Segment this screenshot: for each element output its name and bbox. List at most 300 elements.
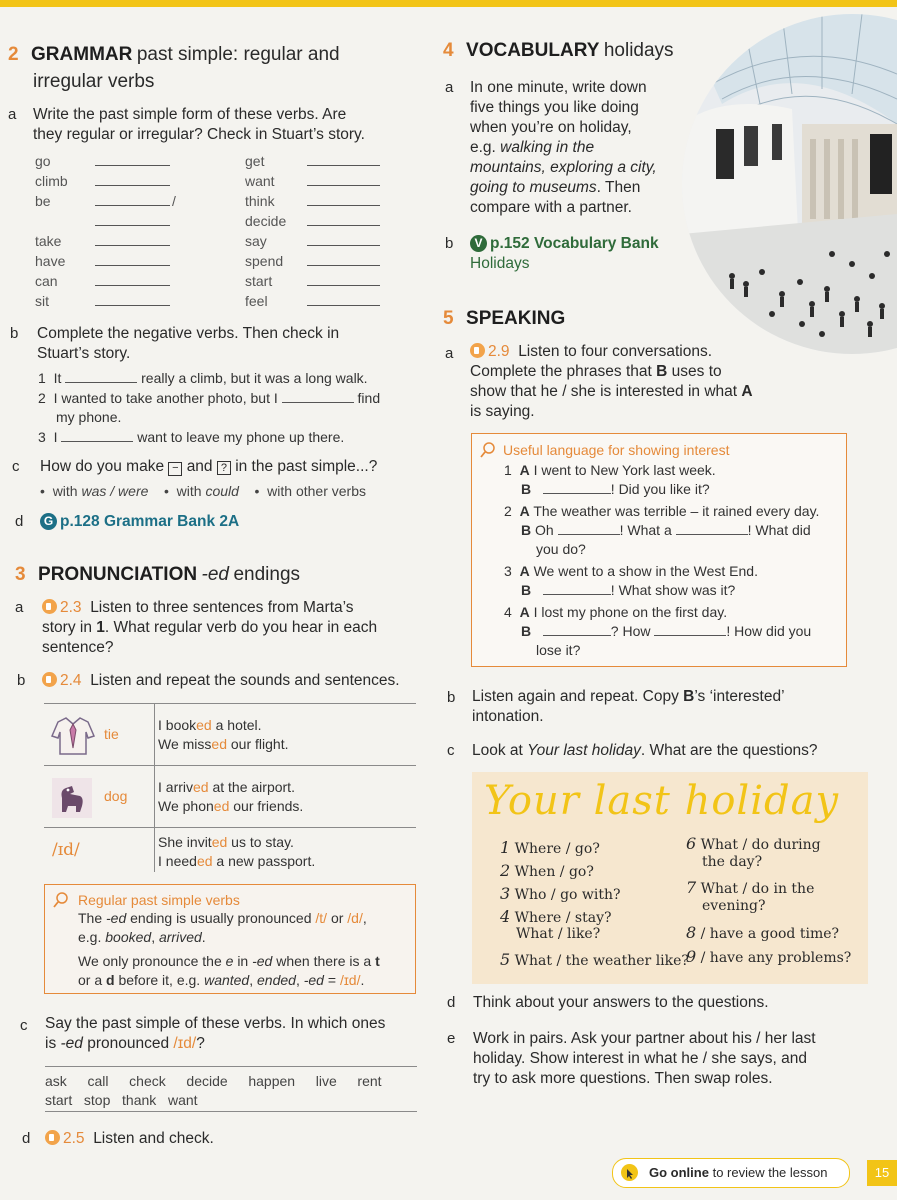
minus-box-icon: − [168, 462, 182, 476]
question-text: / have a good time? [700, 926, 840, 942]
instruction-text: . What regular verb do you hear in each [104, 619, 378, 636]
dialogue-text: Oh [535, 522, 554, 538]
vocabulary-bank-link[interactable] [470, 234, 690, 274]
ending-highlight: ed [196, 717, 212, 733]
exercise-5d-instruction: Think about your answers to the questions. [473, 994, 769, 1011]
exercise-letter: b [447, 689, 456, 706]
section-subtitle: holidays [603, 40, 674, 61]
sound-phoneme: /ɪd/ [52, 840, 80, 860]
section-title: GRAMMAR [31, 44, 133, 65]
question-text: What / do during [700, 837, 821, 853]
verb-word: call [87, 1073, 109, 1089]
instruction-text: e.g. [470, 139, 496, 156]
dialogue-text: I went to New York last week. [533, 462, 716, 478]
grammar-bank-link[interactable] [40, 512, 239, 532]
exercise-letter: d [447, 994, 456, 1011]
box-text-part: /d/ [347, 910, 363, 926]
instruction-text: B [656, 363, 668, 380]
verb-row [35, 152, 235, 172]
instruction-text: try to ask more questions. Then swap roles. [473, 1070, 773, 1087]
sound-row-dog [44, 766, 416, 828]
box-text-part: in [237, 953, 249, 969]
dialogue-3 [504, 562, 839, 600]
box-text-part: = [327, 972, 337, 988]
exercise-3d-instruction [45, 1129, 214, 1149]
instruction-text: Listen to three sentences from Marta’s [90, 599, 354, 616]
sound-cell [44, 704, 155, 765]
answer-blank[interactable] [95, 305, 170, 306]
ending-highlight: ed [211, 736, 227, 752]
item-number: 3 [504, 563, 512, 579]
instruction-line: Write the past simple form of these verbs. Are [33, 106, 347, 123]
box-text-part: or a [78, 972, 103, 988]
box-text-part: wanted [204, 972, 250, 988]
verb-row [35, 212, 235, 232]
verb-row [35, 272, 235, 292]
instruction-text: intonation. [472, 708, 544, 725]
instruction-text: going to museums [470, 179, 597, 196]
sentence-text: I [53, 429, 58, 445]
box-text-part: The [78, 910, 103, 926]
instruction-text: B [683, 688, 695, 705]
answer-blank[interactable] [307, 225, 380, 226]
exercise-letter: b [17, 672, 26, 689]
question-number: 7 [686, 878, 697, 897]
dog-icon [50, 776, 94, 820]
dialogue-text: lose it? [536, 642, 581, 658]
section-grammar [8, 42, 428, 95]
your-last-holiday-card [472, 772, 868, 984]
magnifier-icon [480, 442, 496, 458]
verb: have [35, 253, 66, 269]
sentence-text: my phone. [56, 409, 122, 425]
box-text-part: . [360, 972, 365, 988]
verb-word: stop [83, 1092, 111, 1108]
answer-blank[interactable] [95, 165, 170, 166]
sentence-2 [38, 389, 418, 408]
audio-track[interactable]: 2.9 [488, 343, 510, 360]
answer-blank[interactable] [558, 534, 620, 535]
sound-word: tie [104, 726, 119, 742]
verb: spend [245, 253, 284, 269]
option-text: with other verbs [267, 483, 366, 499]
museum-photo [682, 14, 897, 356]
go-online-button[interactable] [612, 1158, 850, 1188]
question-text: What / the weather like? [514, 953, 689, 969]
instruction-text: Listen and repeat the sounds and sentences. [90, 672, 400, 689]
instruction-text: Work in pairs. Ask your partner about his / her last [473, 1030, 816, 1047]
sentence-text: I wanted to take another photo, but I [53, 390, 278, 406]
section-subtitle: past simple: regular and [136, 44, 340, 65]
dialogue-text: you do? [536, 541, 586, 557]
verb-row [245, 252, 395, 272]
example-sentences [158, 778, 303, 816]
instruction-text: /ɪd/ [173, 1035, 197, 1052]
question-item [686, 947, 866, 970]
box-text-part: or [330, 910, 344, 926]
box-title: Regular past simple verbs [78, 892, 240, 908]
instruction-text: ? [196, 1035, 205, 1052]
dialogue-text: I lost my phone on the first day. [533, 604, 728, 620]
instruction-text: Look at [472, 742, 523, 759]
dialogue-text: ! Did you like it? [610, 481, 710, 497]
sentence-text: a hotel. [211, 717, 262, 733]
box-text-part: , [249, 972, 254, 988]
question-text: Where / go? [514, 841, 600, 857]
exercise-5c-instruction [472, 741, 852, 761]
answer-blank[interactable] [676, 534, 748, 535]
verb-word: want [167, 1092, 198, 1108]
verb-word-box [45, 1066, 417, 1112]
vocabulary-bank-topic: Holidays [470, 255, 530, 272]
section-pronunciation [15, 562, 435, 589]
go-online-text: to review the lesson [712, 1165, 828, 1180]
card-title: Your last holiday [484, 778, 840, 824]
exercise-letter: a [8, 106, 17, 123]
word-line-2 [45, 1091, 198, 1110]
verb: think [245, 193, 275, 209]
question-text: What / like? [516, 926, 601, 942]
answer-blank[interactable] [543, 493, 611, 494]
sentence-text: our flight. [227, 736, 289, 752]
question-number: 3 [500, 884, 511, 903]
instruction-line: Stuart’s story. [37, 345, 131, 362]
dialogue-text: ? How [610, 623, 651, 639]
box-text [78, 909, 408, 990]
top-yellow-bar [0, 0, 897, 7]
ending-highlight: ed [196, 853, 213, 869]
instruction-text: Your last holiday [527, 742, 641, 759]
instruction-text: is [45, 1035, 57, 1052]
section-number: 3 [15, 564, 26, 585]
instruction-text: in the past simple...? [235, 458, 378, 475]
instruction-text: A [741, 383, 753, 400]
answer-blank[interactable] [95, 285, 170, 286]
verb: climb [35, 173, 68, 189]
answer-blank[interactable] [61, 441, 133, 442]
instruction-text: mountains, exploring a city, [470, 159, 657, 176]
grammar-bank-text: p.128 Grammar Bank 2A [60, 513, 240, 530]
answer-blank[interactable] [95, 185, 170, 186]
sounds-table [44, 703, 416, 872]
question-item [500, 907, 690, 926]
exercise-letter: d [15, 513, 24, 530]
verb-row [245, 232, 395, 252]
regular-past-simple-box [44, 884, 416, 994]
instruction-text: ’s ‘interested’ [694, 688, 785, 705]
box-text-part: /ɪd/ [339, 972, 361, 988]
answer-blank[interactable] [307, 305, 380, 306]
exercise-letter: c [12, 458, 20, 475]
instruction-line: Complete the negative verbs. Then check in [37, 325, 340, 342]
instruction-text: five things you like doing [470, 99, 639, 116]
box-text-part: when there is a [276, 953, 372, 969]
useful-language-box [471, 433, 847, 667]
verb-word: ask [45, 1073, 67, 1089]
sentence-text: find [357, 390, 381, 406]
section-speaking [443, 306, 565, 333]
sentence-text: I arriv [158, 779, 193, 795]
instruction-text: uses to [671, 363, 722, 380]
exercise-4a-instruction [470, 78, 685, 218]
example-sentences [158, 716, 288, 754]
instruction-text: Say the past simple of these verbs. In which ones [45, 1015, 386, 1032]
verb: can [35, 273, 58, 289]
instruction-text: pronounced [87, 1035, 170, 1052]
sound-cell [44, 766, 155, 827]
exercise-3c-instruction [45, 1014, 425, 1054]
answer-blank[interactable] [95, 245, 170, 246]
sentence-text: We phon [158, 798, 214, 814]
sentence-text: I need [158, 853, 197, 869]
exercise-letter: c [447, 742, 455, 759]
dialogue-1 [504, 461, 839, 499]
verb-word: happen [248, 1073, 296, 1089]
instruction-text: . What are the questions? [640, 742, 818, 759]
verb: get [245, 153, 265, 169]
sentence-text: It [53, 370, 62, 386]
sentence-3 [38, 428, 418, 448]
option-text: with [176, 483, 202, 499]
item-number: 1 [38, 370, 46, 386]
question-text: the day? [702, 854, 763, 870]
audio-icon[interactable] [45, 1130, 60, 1145]
bullet: • [40, 483, 45, 499]
verb-word: thank [122, 1092, 157, 1108]
answer-blank[interactable] [307, 285, 380, 286]
answer-blank[interactable] [307, 205, 380, 206]
sound-cell [44, 828, 155, 872]
bullet: • [163, 483, 169, 499]
speaker-label: A [519, 462, 530, 478]
questions-right [686, 834, 866, 970]
cursor-icon [621, 1164, 638, 1181]
answer-blank[interactable] [95, 225, 170, 226]
box-text-part: ended [257, 972, 296, 988]
item-number: 4 [504, 604, 512, 620]
verb-row [245, 172, 395, 192]
verb-row [35, 172, 235, 192]
verb-word: rent [357, 1073, 382, 1089]
exercise-3b-instruction [42, 671, 432, 691]
dialogue-text: ! What did [747, 522, 811, 538]
question-text: What / do in the [700, 881, 815, 897]
audio-track[interactable]: 2.4 [60, 672, 82, 689]
box-text-part: e [225, 953, 234, 969]
answer-blank[interactable] [543, 635, 611, 636]
section-subtitle-2: irregular verbs [33, 71, 155, 92]
answer-blank[interactable] [307, 185, 380, 186]
exercise-letter: b [10, 325, 19, 342]
magnifier-icon [53, 892, 69, 908]
box-text-part: arrived [158, 929, 202, 945]
audio-icon[interactable] [42, 599, 57, 614]
audio-icon[interactable] [470, 343, 485, 358]
example-sentences [158, 833, 315, 871]
instruction-text: Listen again and repeat. Copy [472, 688, 679, 705]
box-text-part: ending is usually pronounced [130, 910, 312, 926]
instruction-text: Listen and check. [93, 1130, 214, 1147]
questions-left [500, 838, 690, 973]
answer-blank[interactable] [95, 265, 170, 266]
option-text: was / were [81, 483, 149, 499]
instruction-text: In one minute, write down [470, 79, 647, 96]
answer-blank[interactable] [65, 382, 137, 383]
verb-row [245, 212, 395, 232]
verb-row [35, 292, 235, 312]
sound-row-tie [44, 704, 416, 766]
sound-row-id [44, 828, 416, 872]
question-number: 5 [500, 950, 511, 969]
pointer-glyph [621, 1165, 638, 1182]
dialogue-text: ! How did you [726, 623, 812, 639]
speaker-label: B [521, 522, 532, 538]
ending-highlight: ed [213, 798, 230, 814]
box-text-part: d [106, 972, 115, 988]
verb-row [245, 192, 395, 212]
exercise-letter: c [20, 1017, 28, 1034]
section-subtitle: -ed [201, 564, 229, 585]
exercise-5b-instruction [472, 687, 852, 727]
verb-row [35, 232, 235, 252]
speaker-label: B [521, 481, 532, 497]
option-text: with [52, 483, 78, 499]
exercise-letter: a [445, 345, 454, 362]
sentence-text: at the airport. [208, 779, 295, 795]
question-box-icon: ? [217, 461, 231, 475]
answer-blank[interactable] [307, 265, 380, 266]
instruction-line: they regular or irregular? Check in Stuart’s story. [33, 126, 365, 143]
sound-word: dog [104, 788, 128, 804]
exercise-letter: a [15, 599, 24, 616]
dialogue-text: The weather was terrible – it rained every day. [533, 503, 820, 519]
speaker-label: A [519, 563, 530, 579]
ending-highlight: ed [193, 779, 209, 795]
sentence-text: really a climb, but it was a long walk. [141, 370, 368, 386]
option-text: could [205, 483, 239, 499]
verb: feel [245, 293, 268, 309]
question-text: / have any problems? [700, 950, 852, 966]
instruction-text: story in [42, 619, 92, 636]
item-number: 1 [504, 462, 512, 478]
question-text: When / go? [514, 864, 594, 880]
instruction-text: Complete the phrases that [470, 363, 652, 380]
audio-icon[interactable] [42, 672, 57, 687]
question-text: Who / go with? [514, 887, 621, 903]
box-text-part: t [375, 953, 380, 969]
section-title: VOCABULARY [466, 40, 600, 61]
verb-row [245, 292, 395, 312]
question-text: evening? [702, 898, 766, 914]
dialogue-4 [504, 603, 844, 660]
dialogue-2 [504, 502, 844, 559]
box-title: Useful language for showing interest [503, 442, 730, 458]
item-number: 3 [38, 429, 46, 445]
slash: / [172, 193, 176, 209]
question-item [500, 884, 690, 907]
exercise-5a-instruction [470, 342, 800, 422]
box-text-part: -ed [252, 953, 273, 969]
instruction-text: show that he / she is interested in what [470, 383, 738, 400]
section-number: 4 [443, 40, 454, 61]
box-text-part: before it, e.g. [118, 972, 201, 988]
section-number: 5 [443, 308, 454, 329]
box-text-part: /t/ [315, 910, 328, 926]
bullet-options [40, 482, 430, 501]
sentence-text: I book [158, 717, 197, 733]
question-item [500, 838, 690, 861]
answer-blank[interactable] [543, 594, 611, 595]
box-text-part: -ed [303, 972, 324, 988]
verb-word: decide [186, 1073, 228, 1089]
audio-track[interactable]: 2.5 [63, 1130, 85, 1147]
answer-blank[interactable] [307, 165, 380, 166]
exercise-letter: a [445, 79, 454, 96]
answer-blank[interactable] [307, 245, 380, 246]
question-number: 2 [500, 861, 511, 880]
verb-column-right [245, 152, 395, 312]
item-number: 2 [504, 503, 512, 519]
answer-blank[interactable] [95, 205, 170, 206]
verb: start [245, 273, 273, 289]
section-vocabulary [443, 38, 674, 65]
instruction-text: is saying. [470, 403, 535, 420]
verb-column-left [35, 152, 235, 312]
verb: be [35, 193, 51, 209]
question-text: Where / stay? [514, 910, 612, 926]
verb-row [35, 252, 235, 272]
sentence-text: a new passport. [212, 853, 316, 869]
answer-blank[interactable] [282, 402, 354, 403]
box-text-part: -ed [106, 910, 127, 926]
dialogue-text: ! What show was it? [610, 582, 736, 598]
instruction-text: -ed [60, 1035, 83, 1052]
box-text-part: , [151, 929, 156, 945]
box-text-part: . [201, 929, 206, 945]
question-number: 1 [500, 838, 511, 857]
go-online-label: Go online [649, 1165, 709, 1180]
box-text-part: booked [105, 929, 152, 945]
answer-blank[interactable] [654, 635, 726, 636]
question-number: 9 [686, 947, 697, 966]
question-item [686, 923, 866, 947]
verb: go [35, 153, 51, 169]
exercise-2c-instruction [40, 457, 430, 477]
verb-word: live [315, 1073, 337, 1089]
verb: say [245, 233, 267, 249]
audio-track[interactable]: 2.3 [60, 599, 82, 616]
exercise-3a-instruction [42, 598, 422, 658]
instruction-text: sentence? [42, 639, 114, 656]
instruction-text: compare with a partner. [470, 199, 632, 216]
section-title: PRONUNCIATION [38, 564, 198, 585]
verb-row [245, 272, 395, 292]
question-item [500, 861, 690, 884]
instruction-text: holiday. Show interest in what he / she says, and [473, 1050, 808, 1067]
verb-row [35, 192, 235, 212]
instruction-text: How do you make [40, 458, 165, 475]
ending-highlight: ed [211, 834, 228, 850]
section-number: 2 [8, 44, 19, 65]
dialogue-text: We went to a show in the West End. [533, 563, 758, 579]
section-title: SPEAKING [466, 308, 566, 329]
question-number: 8 [686, 923, 697, 942]
instruction-text: . Then [596, 179, 641, 196]
question-item [686, 878, 866, 898]
instruction-text: 1 [96, 619, 105, 636]
exercise-letter: b [445, 235, 454, 252]
sentence-text: want to leave my phone up there. [137, 429, 345, 445]
